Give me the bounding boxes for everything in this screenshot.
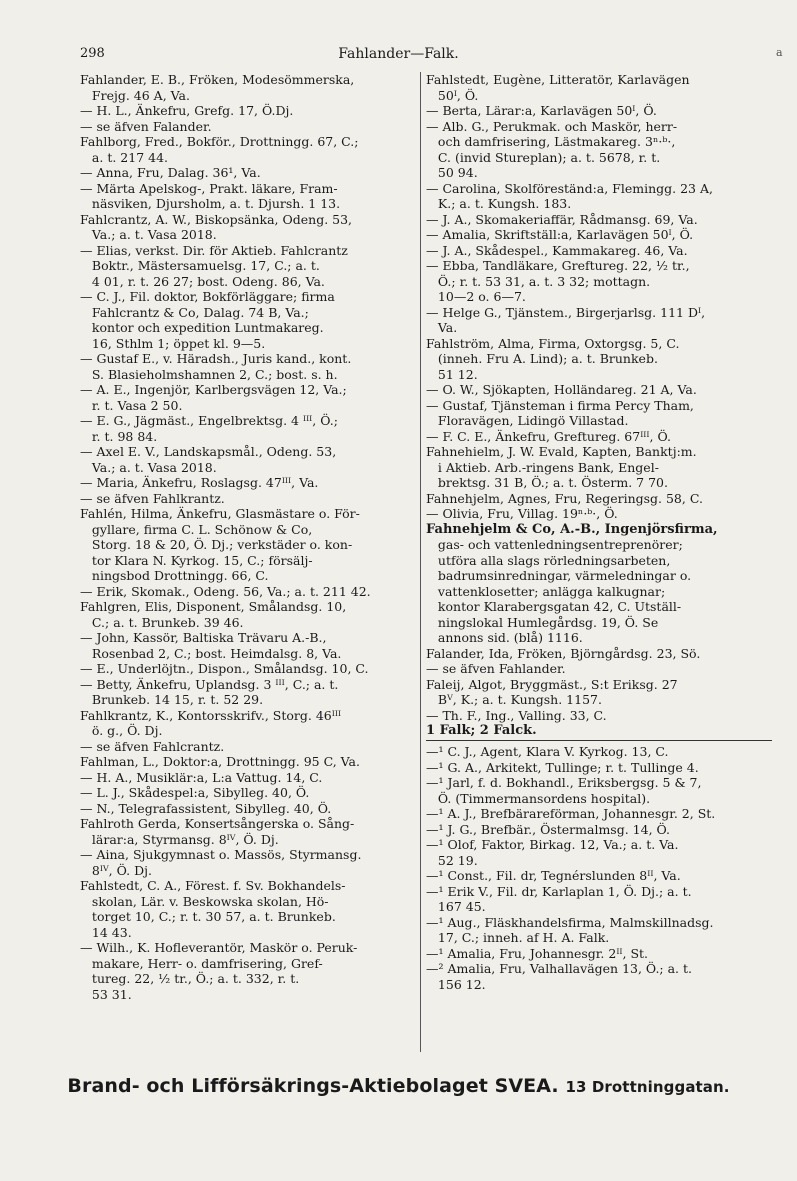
directory-line: 14 43. [80, 924, 132, 940]
directory-line: — Axel E. V., Landskapsmål., Odeng. 53, [80, 444, 337, 459]
directory-line: tureg. 22, ½ tr., Ö.; a. t. 332, r. t. [80, 971, 300, 986]
directory-line: — C. J., Fil. doktor, Bokförläggare; firma [80, 289, 335, 304]
directory-line: badrumsinredningar, värmeledningar o. [426, 568, 692, 583]
directory-line: i Aktieb. Arb.-ringens Bank, Engel- [426, 459, 659, 475]
directory-line: — Aina, Sjukgymnast o. Massös, Styrmansg. [80, 847, 362, 862]
directory-line: Va. [426, 320, 458, 335]
directory-line: — J. A., Skådespel., Kammakareg. 46, Va. [426, 242, 688, 258]
directory-line: tor Klara N. Kyrkog. 15, C.; försälj- [80, 552, 313, 568]
directory-line: Fahlgren, Elis, Disponent, Smålandsg. 10, [80, 599, 347, 614]
directory-line: Ö. (Timmermansordens hospital). [426, 790, 651, 806]
directory-line: makare, Herr- o. damfrisering, Gref- [80, 955, 323, 971]
directory-line: — Anna, Fru, Dalag. 36¹, Va. [80, 165, 261, 180]
directory-line: 53 31. [80, 986, 132, 1002]
directory-line: — N., Telegrafassistent, Sibylleg. 40, Ö. [80, 800, 332, 816]
directory-line: Fahlstedt, C. A., Förest. f. Sv. Bokhandels- [80, 878, 346, 893]
directory-line: Fahlén, Hilma, Änkefru, Glasmästare o. För- [80, 506, 360, 521]
directory-line: Fahlborg, Fred., Bokför., Drottningg. 67, C.; [80, 134, 359, 149]
directory-line: — se äfven Fahlkrantz. [80, 490, 225, 506]
directory-line: —¹ Const., Fil. dr, Tegnérslunden 8ᴵᴵ, Va. [426, 868, 681, 883]
directory-line: Floravägen, Lidingö Villastad. [426, 413, 629, 428]
directory-line: Faleij, Algot, Bryggmäst., S:t Eriksg. 27 [426, 676, 678, 692]
directory-line: 17, C.; inneh. af H. A. Falk. [426, 930, 610, 945]
directory-line: Frejg. 46 A, Va. [80, 87, 190, 103]
directory-line: C. (invid Stureplan); a. t. 5678, r. t. [426, 149, 661, 165]
directory-line: 50 94. [426, 165, 478, 180]
directory-line: 10—2 o. 6—7. [426, 289, 526, 304]
directory-line: Fahlström, Alma, Firma, Oxtorgsg. 5, C. [426, 335, 680, 351]
directory-line: — Th. F., Ing., Valling. 33, C. [426, 707, 607, 723]
directory-line: 167 45. [426, 899, 486, 914]
directory-line: Rosenbad 2, C.; bost. Heimdalsg. 8, Va. [80, 645, 342, 661]
directory-line: — Alb. G., Perukmak. och Maskör, herr- [426, 118, 678, 134]
directory-line: Falander, Ida, Fröken, Björngårdsg. 23, Sö. [426, 645, 701, 661]
directory-line: Fahlander, E. B., Fröken, Modesömmerska, [80, 72, 355, 87]
directory-line: — Ebba, Tandläkare, Greftureg. 22, ½ tr., [426, 258, 690, 273]
running-head: Fahlander—Falk. [338, 46, 459, 62]
directory-line: Ö.; r. t. 53 31, a. t. 3 32; mottagn. [426, 273, 651, 289]
directory-line: — Amalia, Skriftställ:a, Karlavägen 50ᴵ, Ö. [426, 227, 694, 242]
directory-line: —¹ A. J., Brefbärareförman, Johannesgr. 2, St. [426, 806, 716, 821]
directory-line: —¹ Aug., Fläskhandelsfirma, Malmskillnadsg. [426, 914, 714, 930]
directory-line: 52 19. [426, 852, 478, 868]
directory-line: näsviken, Djursholm, a. t. Djursh. 1 13. [80, 196, 341, 211]
directory-line: r. t. 98 84. [80, 428, 158, 444]
directory-line: — se äfven Fahlcrantz. [80, 738, 225, 754]
directory-line: annons sid. (blå) 1116. [426, 630, 583, 645]
directory-line: — se äfven Fahlander. [426, 661, 566, 676]
directory-line: — H. A., Musiklär:a, L:a Vattug. 14, C. [80, 769, 323, 785]
directory-line: — Helge G., Tjänstem., Birgerjarlsg. 111 Dᴵ, [426, 304, 706, 320]
directory-line: 4 01, r. t. 26 27; bost. Odeng. 86, Va. [80, 273, 325, 289]
directory-line: —¹ Jarl, f. d. Bokhandl., Eriksbergsg. 5 & 7, [426, 775, 702, 790]
directory-line: —¹ Erik V., Fil. dr, Karlaplan 1, Ö. Dj.; a. t. [426, 883, 692, 899]
directory-line: —¹ J. G., Brefbär., Östermalmsg. 14, Ö. [426, 821, 671, 837]
directory-line: — H. L., Änkefru, Grefg. 17, Ö.Dj. [80, 103, 294, 118]
directory-line: — E., Underlöjtn., Dispon., Smålandsg. 10, C. [80, 661, 369, 676]
directory-line: — L. J., Skådespel:a, Sibylleg. 40, Ö. [80, 785, 310, 800]
directory-line: kontor Klarabergsgatan 42, C. Utställ- [426, 599, 682, 614]
directory-line: och damfrisering, Lästmakareg. 3ⁿ·ᵇ·, [426, 134, 676, 149]
directory-line: — Gustaf E., v. Häradsh., Juris kand., kont. [80, 351, 352, 366]
directory-line: Va.; a. t. Vasa 2018. [80, 459, 217, 475]
directory-line: Fahnehjelm & Co, A.-B., Ingenjörsfirma, [426, 521, 718, 537]
page-number: 298 [80, 46, 105, 61]
directory-line: —² Amalia, Fru, Valhallavägen 13, Ö.; a. t. [426, 961, 692, 976]
directory-line: Boktr., Mästersamuelsg. 17, C.; a. t. [80, 258, 320, 273]
edge-mark: a [776, 46, 783, 59]
directory-line: 8ᴵⱽ, Ö. Dj. [80, 862, 152, 878]
directory-line: — Gustaf, Tjänsteman i firma Percy Tham, [426, 397, 694, 413]
directory-line: K.; a. t. Kungsh. 183. [426, 196, 572, 211]
directory-line: 156 12. [426, 976, 486, 992]
directory-line: — Olivia, Fru, Villag. 19ⁿ·ᵇ·, Ö. [426, 506, 618, 521]
directory-line: Fahlcrantz, A. W., Biskopsänka, Odeng. 53, [80, 211, 353, 227]
directory-line: Fahlman, L., Doktor:a, Drottningg. 95 C, Va. [80, 754, 360, 769]
directory-line: C.; a. t. Brunkeb. 39 46. [80, 614, 244, 630]
directory-line: ö. g., Ö. Dj. [80, 723, 163, 738]
directory-line: skolan, Lär. v. Beskowska skolan, Hö- [80, 893, 329, 909]
directory-line: — Elias, verkst. Dir. för Aktieb. Fahlcrantz [80, 242, 348, 258]
directory-line: S. Blasieholmshamnen 2, C.; bost. s. h. [80, 366, 338, 382]
column-divider [420, 72, 421, 1052]
directory-line: lärar:a, Styrmansg. 8ᴵⱽ, Ö. Dj. [80, 831, 279, 847]
right-column [426, 72, 772, 992]
directory-line: gas- och vattenledningsentreprenörer; [426, 537, 683, 552]
directory-line: vattenklosetter; anlägga kalkugnar; [426, 583, 666, 599]
directory-line: 16, Sthlm 1; öppet kl. 9—5. [80, 335, 266, 351]
directory-line: Fahlroth Gerda, Konsertsångerska o. Sång- [80, 816, 355, 831]
directory-line: — F. C. E., Änkefru, Greftureg. 67ᴵᴵᴵ, Ö. [426, 428, 671, 444]
footer-advertisement [0, 1075, 797, 1097]
directory-line: (inneh. Fru A. Lind); a. t. Brunkeb. [426, 351, 658, 366]
directory-line: — Erik, Skomak., Odeng. 56, Va.; a. t. 211 42. [80, 583, 371, 599]
directory-line: torget 10, C.; r. t. 30 57, a. t. Brunkeb. [80, 909, 336, 924]
directory-line: — A. E., Ingenjör, Karlbergsvägen 12, Va.; [80, 382, 347, 397]
directory-line: — se äfven Falander. [80, 118, 212, 134]
directory-line: Fahnehjelm, Agnes, Fru, Regeringsg. 58, C. [426, 490, 703, 506]
directory-line: — Carolina, Skolföreständ:a, Flemingg. 23 A, [426, 180, 713, 196]
directory-line: Fahlkrantz, K., Kontorsskrifv., Storg. 46ᴵᴵᴵ [80, 707, 342, 723]
directory-line: kontor och expedition Luntmakareg. [80, 320, 324, 335]
directory-line: r. t. Vasa 2 50. [80, 397, 183, 413]
directory-line: Fahnehielm, J. W. Evald, Kapten, Banktj:m. [426, 444, 697, 459]
directory-line: — E. G., Jägmäst., Engelbrektsg. 4 ᴵᴵᴵ, Ö.; [80, 413, 338, 428]
directory-line: — John, Kassör, Baltiska Trävaru A.-B., [80, 630, 327, 645]
directory-line: Bⱽ, K.; a. t. Kungsh. 1157. [426, 692, 602, 707]
directory-line: 51 12. [426, 366, 478, 382]
directory-line: Storg. 18 & 20, Ö. Dj.; verkstäder o. kon- [80, 537, 353, 552]
directory-line: — J. A., Skomakeriaffär, Rådmansg. 69, Va. [426, 211, 698, 227]
directory-line: — O. W., Sjökapten, Holländareg. 21 A, Va. [426, 382, 697, 397]
directory-line: brektsg. 31 B, Ö.; a. t. Österm. 7 70. [426, 475, 668, 490]
directory-line: ningsbod Drottningg. 66, C. [80, 568, 269, 583]
directory-line: —¹ Amalia, Fru, Johannesgr. 2ᴵᴵ, St. [426, 945, 649, 961]
directory-line: ningslokal Humlegårdsg. 19, Ö. Se [426, 614, 659, 630]
directory-line: — Berta, Lärar:a, Karlavägen 50ᴵ, Ö. [426, 103, 657, 118]
directory-line: 50ᴵ, Ö. [426, 87, 479, 103]
directory-line: —¹ G. A., Arkitekt, Tullinge; r. t. Tullinge 4. [426, 759, 699, 775]
directory-line: Fahlcrantz & Co, Dalag. 74 B, Va.; [80, 304, 309, 320]
footer-address: 13 Drottninggatan. [565, 1078, 730, 1096]
directory-line: —¹ C. J., Agent, Klara V. Kyrkog. 13, C. [426, 744, 669, 759]
left-column [80, 72, 414, 1002]
directory-line: gyllare, firma C. L. Schönow & Co, [80, 521, 313, 537]
directory-line: Fahlstedt, Eugène, Litteratör, Karlavägen [426, 72, 690, 87]
directory-line: a. t. 217 44. [80, 149, 169, 165]
directory-line: — Wilh., K. Hofleverantör, Maskör o. Peruk- [80, 940, 358, 955]
footer-company: Brand- och Lifförsäkrings-Aktiebolaget SVEA. [67, 1075, 559, 1097]
directory-line: utföra alla slags rörledningsarbeten, [426, 552, 671, 568]
section-heading: 1 Falk; 2 Falck. [426, 723, 772, 741]
directory-line: — Betty, Änkefru, Uplandsg. 3 ᴵᴵᴵ, C.; a. t. [80, 676, 339, 692]
directory-line: —¹ Olof, Faktor, Birkag. 12, Va.; a. t. Va. [426, 837, 679, 852]
directory-line: — Märta Apelskog-, Prakt. läkare, Fram- [80, 180, 338, 196]
directory-line: — Maria, Änkefru, Roslagsg. 47ᴵᴵᴵ, Va. [80, 475, 319, 490]
directory-line: Va.; a. t. Vasa 2018. [80, 227, 217, 242]
directory-line: Brunkeb. 14 15, r. t. 52 29. [80, 692, 264, 707]
